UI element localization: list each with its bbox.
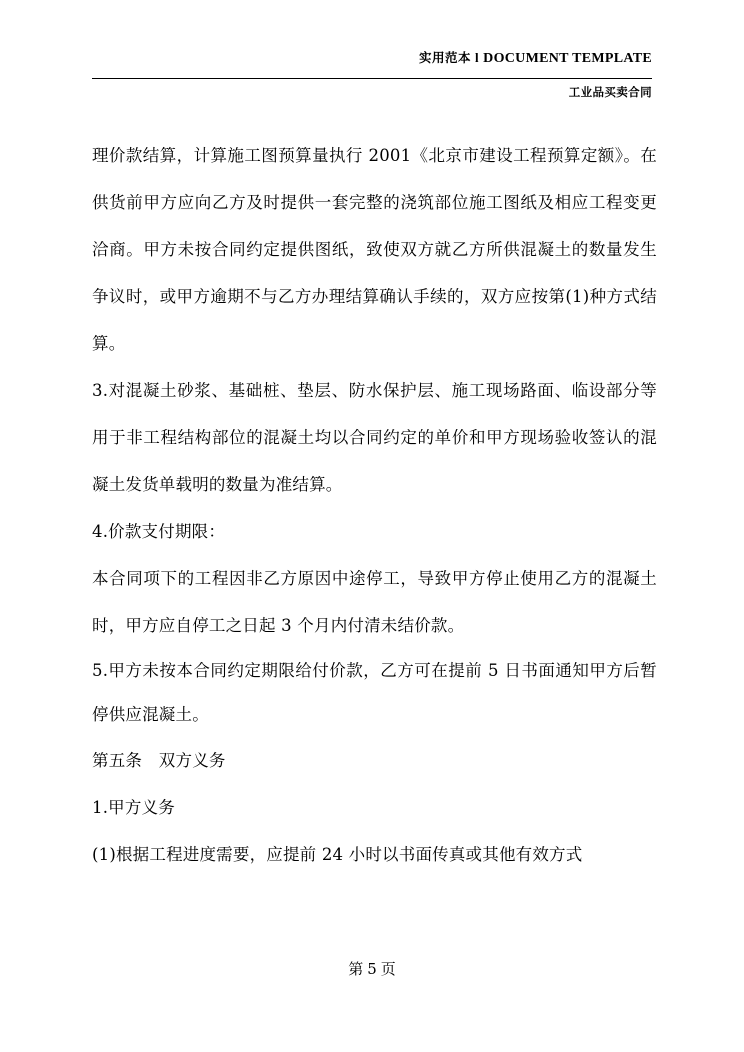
footer-page-number: 5 bbox=[367, 960, 377, 978]
body-section-heading: 第五条 双方义务 bbox=[92, 751, 226, 770]
header-brand-cn: 实用范本 bbox=[419, 50, 472, 65]
header-brand-en: DOCUMENT TEMPLATE bbox=[483, 51, 652, 66]
footer-suffix: 页 bbox=[380, 960, 396, 978]
body-paragraph: (1)根据工程进度需要，应提前 24 小时以书面传真或其他有效方式 bbox=[92, 845, 583, 864]
body-paragraph: 5.甲方未按本合同约定期限给付价款，乙方可在提前 5 日书面通知甲方后暂停供应混凝土。 bbox=[92, 661, 657, 724]
footer-prefix: 第 bbox=[348, 960, 364, 978]
header-separator: l bbox=[475, 50, 480, 65]
body-paragraph: 1.甲方义务 bbox=[92, 798, 175, 817]
page-footer bbox=[0, 958, 744, 979]
header-brand-line bbox=[92, 48, 652, 67]
page-header bbox=[92, 48, 652, 99]
body-paragraph: 4.价款支付期限： bbox=[92, 522, 226, 541]
body-paragraph: 理价款结算，计算施工图预算量执行 2001《北京市建设工程预算定额》。在供货前甲方应向乙方及时提供一套完整的浇筑部位施工图纸及相应工程变更洽商。甲方未按合同约定提供图纸，致使双方就乙方所供混凝土的数量发生争议时，或甲方逾期不与乙方办理结算确认手续的，双方应按第(1)种方式结算。 bbox=[92, 146, 657, 353]
header-divider bbox=[92, 78, 652, 79]
body-paragraph: 本合同项下的工程因非乙方原因中途停工，导致甲方停止使用乙方的混凝土时，甲方应自停工之日起 3 个月内付清未结价款。 bbox=[92, 569, 657, 635]
header-doc-type: 工业品买卖合同 bbox=[568, 85, 652, 99]
document-body bbox=[92, 132, 657, 878]
body-paragraph: 3.对混凝土砂浆、基础桩、垫层、防水保护层、施工现场路面、临设部分等用于非工程结构部位的混凝土均以合同约定的单价和甲方现场验收签认的混凝土发货单载明的数量为准结算。 bbox=[92, 381, 657, 494]
